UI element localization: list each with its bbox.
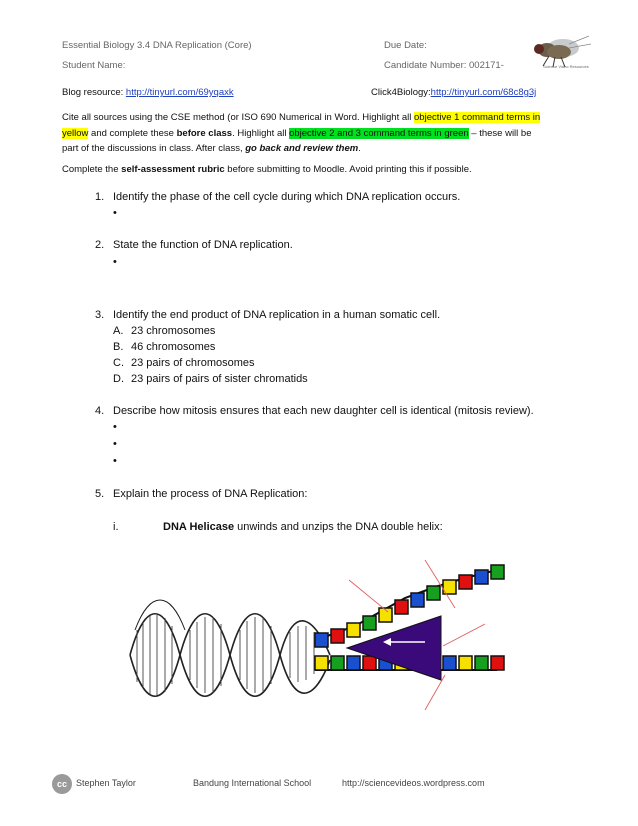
q4-text: Describe how mitosis ensures that each new daughter cell is identical (mitosis review).	[113, 405, 534, 417]
q2-answer-bullet[interactable]: •	[113, 256, 117, 268]
student-name-label: Student Name:	[62, 60, 126, 71]
blog-resource	[62, 87, 234, 98]
due-date-label: Due Date:	[384, 40, 427, 51]
q2-number: 2.	[95, 239, 105, 251]
dna-helicase-diagram	[125, 560, 525, 720]
q5-sub-number: i.	[113, 521, 119, 533]
logo-caption: Science Video Resources	[543, 64, 589, 69]
q4-number: 4.	[95, 405, 105, 417]
helix-rungs	[137, 615, 314, 695]
candidate-number-label: Candidate Number: 002171-	[384, 60, 504, 71]
blog-link[interactable]: http://tinyurl.com/69yqaxk	[125, 87, 234, 98]
instructions-paragraph	[62, 110, 582, 157]
highlight-green: objective 2 and 3 command terms in green	[289, 127, 469, 139]
instr-text: – these will be	[468, 127, 532, 139]
instr-text: Cite all sources using the CSE method (or ISO 690 Numerical in Word. Highlight all	[62, 112, 415, 123]
q1-answer-bullet[interactable]: •	[113, 207, 117, 219]
click4-label: Click4Biology:	[371, 87, 431, 98]
q1-number: 1.	[95, 191, 105, 203]
q4-answer-bullet[interactable]: •	[113, 455, 117, 467]
blog-label: Blog resource:	[62, 87, 126, 98]
creative-commons-icon: cc	[52, 774, 72, 794]
helicase-desc: unwinds and unzips the DNA double helix:	[234, 521, 443, 533]
instr-text: part of the discussions in class. After class,	[62, 143, 246, 154]
q3-option-letter: D.	[113, 373, 124, 385]
highlight-yellow-word: yellow	[62, 127, 89, 139]
instr-text: and complete these	[88, 127, 177, 139]
q3-option-text[interactable]: 46 chromosomes	[131, 341, 216, 353]
rubric-instruction	[62, 164, 472, 175]
instr-bold: before class	[176, 127, 233, 139]
double-helix	[130, 600, 330, 696]
doc-title: Essential Biology 3.4 DNA Replication (Core)	[62, 40, 252, 51]
instr-text: .	[358, 143, 361, 154]
instr-text: . Highlight all	[232, 127, 290, 139]
q5-text: Explain the process of DNA Replication:	[113, 488, 308, 500]
click4biology-resource	[371, 87, 536, 98]
q3-option-letter: C.	[113, 357, 124, 369]
q5-sub-text	[163, 521, 443, 533]
highlight-yellow: objective 1 command terms in	[414, 112, 541, 123]
q3-option-letter: A.	[113, 325, 124, 337]
q3-option-letter: B.	[113, 341, 124, 353]
q3-option-text[interactable]: 23 pairs of chromosomes	[131, 357, 255, 369]
q4-answer-bullet[interactable]: •	[113, 421, 117, 433]
q3-number: 3.	[95, 309, 105, 321]
q5-number: 5.	[95, 488, 105, 500]
q3-option-text[interactable]: 23 pairs of pairs of sister chromatids	[131, 373, 308, 385]
instr-text: Complete the	[62, 164, 122, 175]
footer-author: Stephen Taylor	[76, 778, 136, 788]
q3-option-text[interactable]: 23 chromosomes	[131, 325, 216, 337]
instr-bold: self-assessment rubric	[121, 164, 225, 175]
footer-url[interactable]: http://sciencevideos.wordpress.com	[342, 778, 485, 788]
helicase-term: DNA Helicase	[163, 521, 235, 533]
footer-school: Bandung International School	[193, 778, 312, 788]
q3-text: Identify the end product of DNA replication in a human somatic cell.	[113, 309, 441, 321]
instr-italic: go back and review them	[245, 143, 359, 154]
q2-text: State the function of DNA replication.	[113, 239, 293, 251]
q4-answer-bullet[interactable]: •	[113, 438, 117, 450]
instr-text: before submitting to Moodle. Avoid printing this if possible.	[224, 164, 472, 175]
q1-text: Identify the phase of the cell cycle during which DNA replication occurs.	[113, 191, 461, 203]
click4-link[interactable]: http://tinyurl.com/68c8g3j	[430, 87, 537, 98]
fly-logo	[525, 30, 595, 72]
